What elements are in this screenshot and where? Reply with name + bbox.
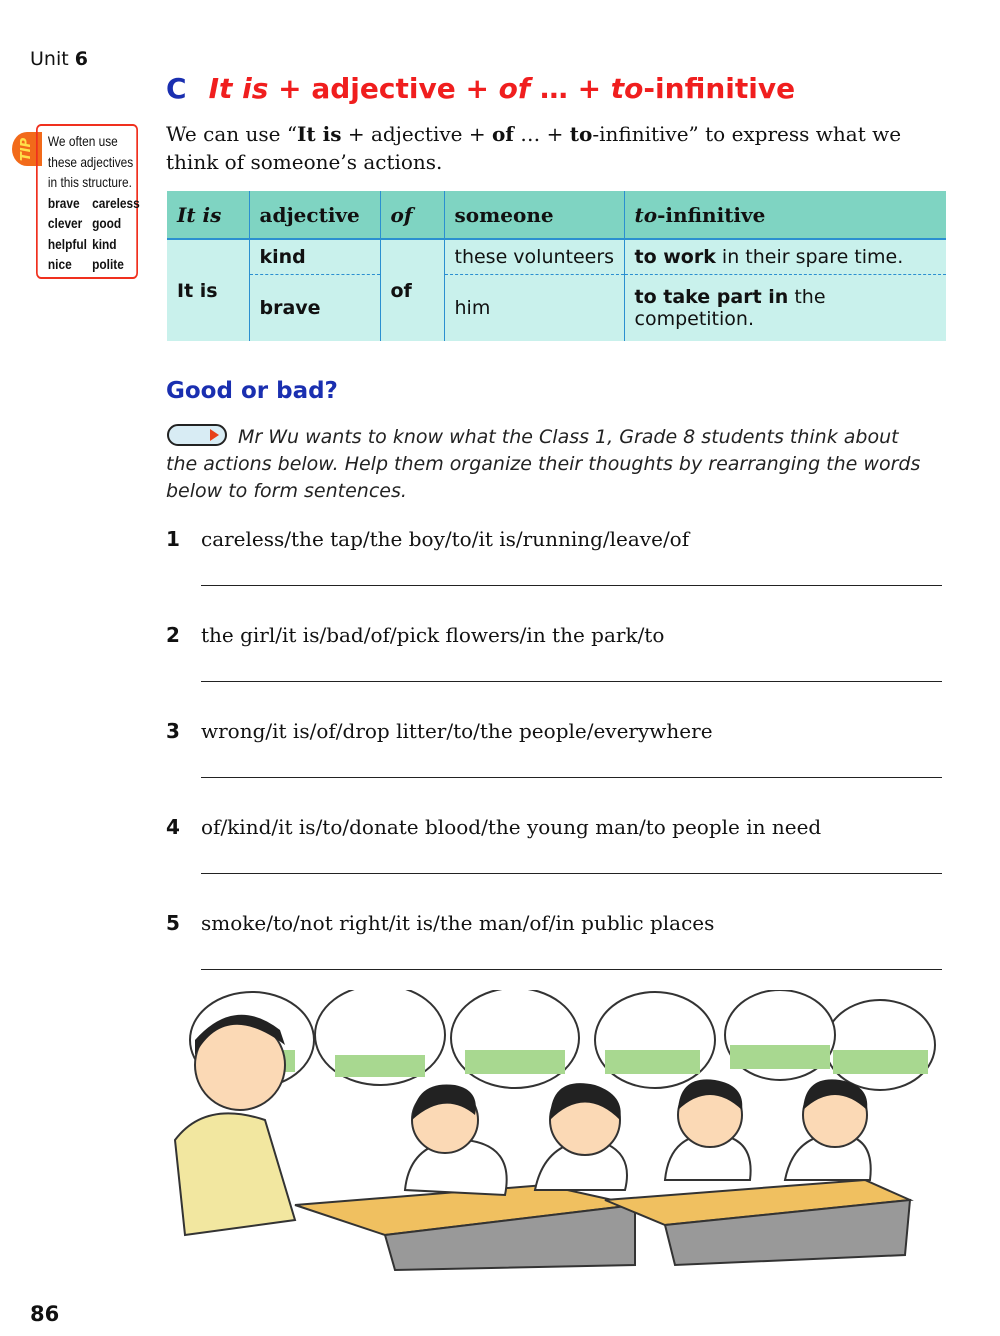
page-number: 86 — [30, 1302, 60, 1326]
tip-badge: TIP — [12, 132, 42, 166]
answer-line[interactable] — [201, 969, 942, 970]
instructions: Mr Wu wants to know what the Class 1, Grade 8 students think about the actions below. Help them organize their thoughts by rearranging the words below to form sentences. — [166, 426, 921, 502]
tip-box: We often use these adjectives in this structure. brave careless clever good helpful kind nice polite — [36, 124, 138, 279]
grammar-table: It is adjective of someone to-infinitive It is kind of these volunteers to work in their spare time. brave him to take part in the competition. — [167, 191, 946, 341]
unit-label: Unit 6 — [30, 48, 88, 70]
intro-text: We can use “It is + adjective + of … + to-infinitive” to express what we think of someone’s actions. — [166, 122, 902, 174]
classroom-illustration — [165, 990, 945, 1275]
answer-line[interactable] — [201, 681, 942, 682]
answer-line[interactable] — [201, 585, 942, 586]
answer-line[interactable] — [201, 873, 942, 874]
exercise-title: Good or bad? — [166, 378, 338, 404]
answer-line[interactable] — [201, 777, 942, 778]
section-title: C It is + adjective + of … + to-infinitive — [166, 72, 796, 105]
